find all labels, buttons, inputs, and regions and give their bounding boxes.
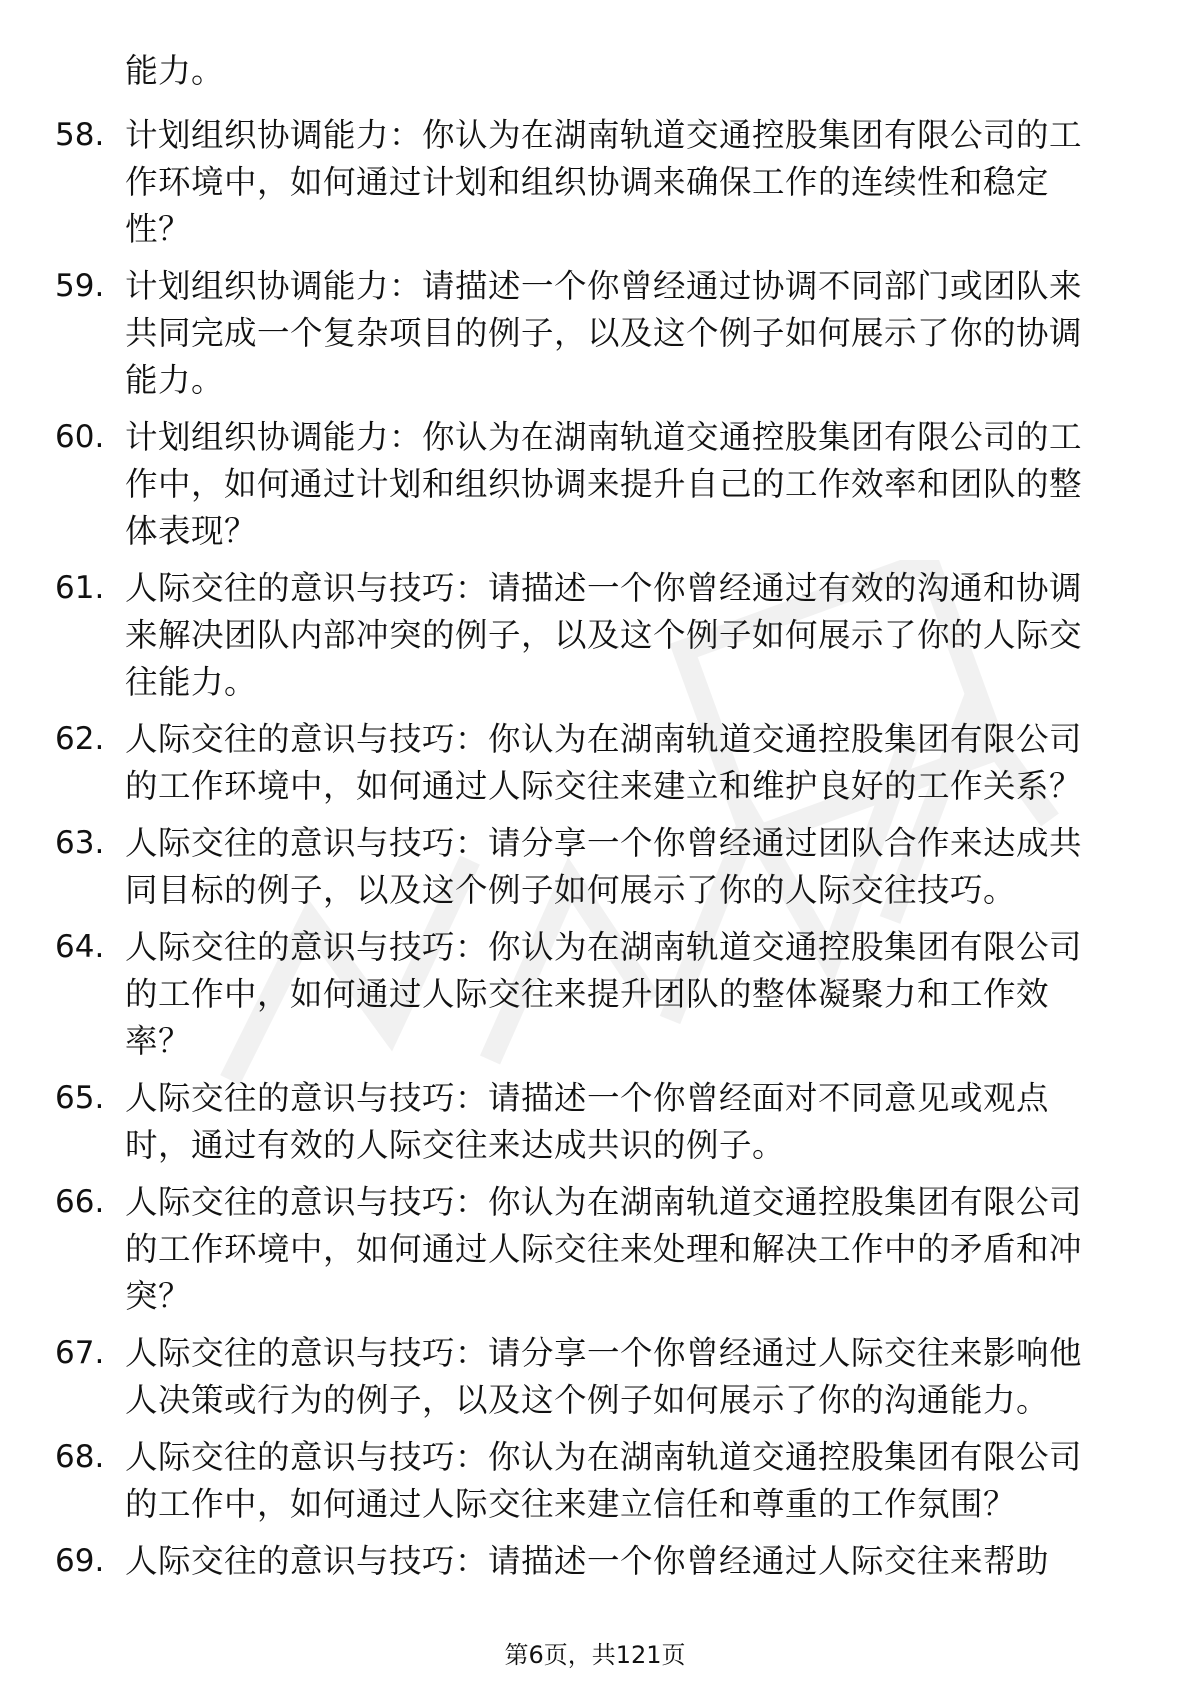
question-text: 人际交往的意识与技巧：你认为在湖南轨道交通控股集团有限公司的工作中，如何通过人际交往来建立信任和尊重的工作氛围？ <box>125 1438 1083 1523</box>
question-item <box>0 1179 1110 1320</box>
page-footer: 第6页，共121页 <box>504 1641 686 1669</box>
question-number: 60. <box>55 419 105 455</box>
question-text: 人际交往的意识与技巧：你认为在湖南轨道交通控股集团有限公司的工作环境中，如何通过人际交往来处理和解决工作中的矛盾和冲突？ <box>125 1183 1083 1315</box>
question-item <box>0 820 1110 914</box>
continuation-text: 能力。 <box>125 51 224 90</box>
question-text: 人际交往的意识与技巧：请分享一个你曾经通过团队合作来达成共同目标的例子，以及这个例子如何展示了你的人际交往技巧。 <box>125 824 1083 909</box>
question-item <box>0 1538 1110 1585</box>
question-item <box>0 924 1110 1065</box>
question-item <box>0 1434 1110 1528</box>
question-text: 人际交往的意识与技巧：请描述一个你曾经通过有效的沟通和协调来解决团队内部冲突的例子，以及这个例子如何展示了你的人际交往能力。 <box>125 569 1083 701</box>
question-item <box>0 1330 1110 1424</box>
question-text: 人际交往的意识与技巧：请描述一个你曾经面对不同意见或观点时，通过有效的人际交往来达成共识的例子。 <box>125 1079 1050 1164</box>
question-text: 人际交往的意识与技巧：请分享一个你曾经通过人际交往来影响他人决策或行为的例子，以及这个例子如何展示了你的沟通能力。 <box>125 1334 1083 1419</box>
question-number: 59. <box>55 268 105 304</box>
question-item <box>0 565 1110 706</box>
question-number: 63. <box>55 825 105 861</box>
question-text: 人际交往的意识与技巧：请描述一个你曾经通过人际交往来帮助 <box>125 1542 1050 1580</box>
question-item <box>0 414 1110 555</box>
question-item <box>0 1075 1110 1169</box>
question-list <box>0 112 1190 1595</box>
question-text: 计划组织协调能力：请描述一个你曾经通过协调不同部门或团队来共同完成一个复杂项目的例子，以及这个例子如何展示了你的协调能力。 <box>125 267 1083 399</box>
question-number: 61. <box>55 570 105 606</box>
question-item <box>0 716 1110 810</box>
question-item <box>0 112 1110 253</box>
question-number: 69. <box>55 1543 105 1579</box>
question-number: 64. <box>55 929 105 965</box>
question-number: 67. <box>55 1335 105 1371</box>
question-text: 计划组织协调能力：你认为在湖南轨道交通控股集团有限公司的工作环境中，如何通过计划和组织协调来确保工作的连续性和稳定性？ <box>125 116 1083 248</box>
question-text: 计划组织协调能力：你认为在湖南轨道交通控股集团有限公司的工作中，如何通过计划和组织协调来提升自己的工作效率和团队的整体表现？ <box>125 418 1083 550</box>
question-number: 65. <box>55 1080 105 1116</box>
question-number: 66. <box>55 1184 105 1220</box>
question-number: 62. <box>55 721 105 757</box>
question-text: 人际交往的意识与技巧：你认为在湖南轨道交通控股集团有限公司的工作中，如何通过人际交往来提升团队的整体凝聚力和工作效率？ <box>125 928 1083 1060</box>
question-number: 58. <box>55 117 105 153</box>
question-number: 68. <box>55 1439 105 1475</box>
question-text: 人际交往的意识与技巧：你认为在湖南轨道交通控股集团有限公司的工作环境中，如何通过人际交往来建立和维护良好的工作关系？ <box>125 720 1083 805</box>
question-item <box>0 263 1110 404</box>
